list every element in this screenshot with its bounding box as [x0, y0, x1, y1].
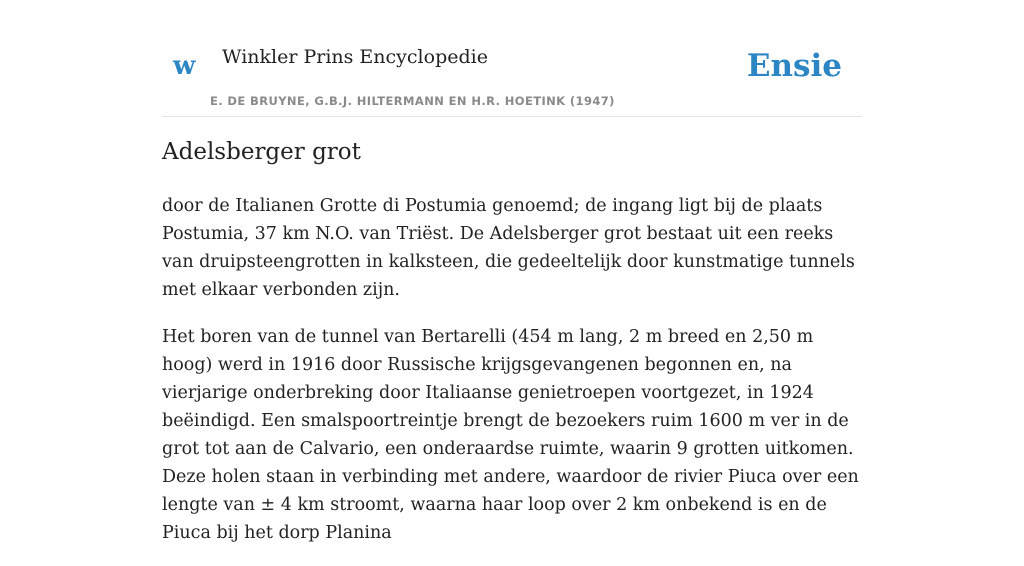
article-paragraph-2: Het boren van de tunnel van Bertarelli (454 m lang, 2 m breed en 2,50 m hoog) werd in 1916 door Russische krijgsgevangenen begonnen en, na vierjarige onderbreking door Italiaanse genietroepen voortgezet, in 1924 beëindigd. Een smalspoortreintje brengt de bezoekers ruim 1600 m ver in de grot tot aan de Calvario, een onderaardse ruimte, waarin 9 grotten uitkomen. Deze holen staan in verbinding met andere, waardoor de rivier Piuca over een lengte van ± 4 km stroomt, waarna haar loop over 2 km onbekend is en de Piuca bij het dorp Planina	[162, 327, 859, 543]
ensie-brand-logo[interactable]: Ensie	[746, 48, 842, 84]
winkler-prins-logo[interactable]: w	[173, 51, 196, 81]
publication-title[interactable]: Winkler Prins Encyclopedie	[222, 46, 488, 68]
page	[162, 0, 862, 543]
article-paragraph-1: door de Italianen Grotte di Postumia genoemd; de ingang ligt bij de plaats Postumia, 37 km N.O. van Triëst. De Adelsberger grot bestaat uit een reeks van druipsteengrotten in kalksteen, die gedeeltelijk door kunstmatige tunnels met elkaar verbonden zijn.	[162, 196, 855, 300]
publication-authors: E. DE BRUYNE, G.B.J. HILTERMANN EN H.R. HOETINK (1947)	[210, 94, 615, 108]
article-body	[162, 192, 862, 566]
header	[162, 0, 862, 117]
article-title: Adelsberger grot	[162, 139, 361, 165]
